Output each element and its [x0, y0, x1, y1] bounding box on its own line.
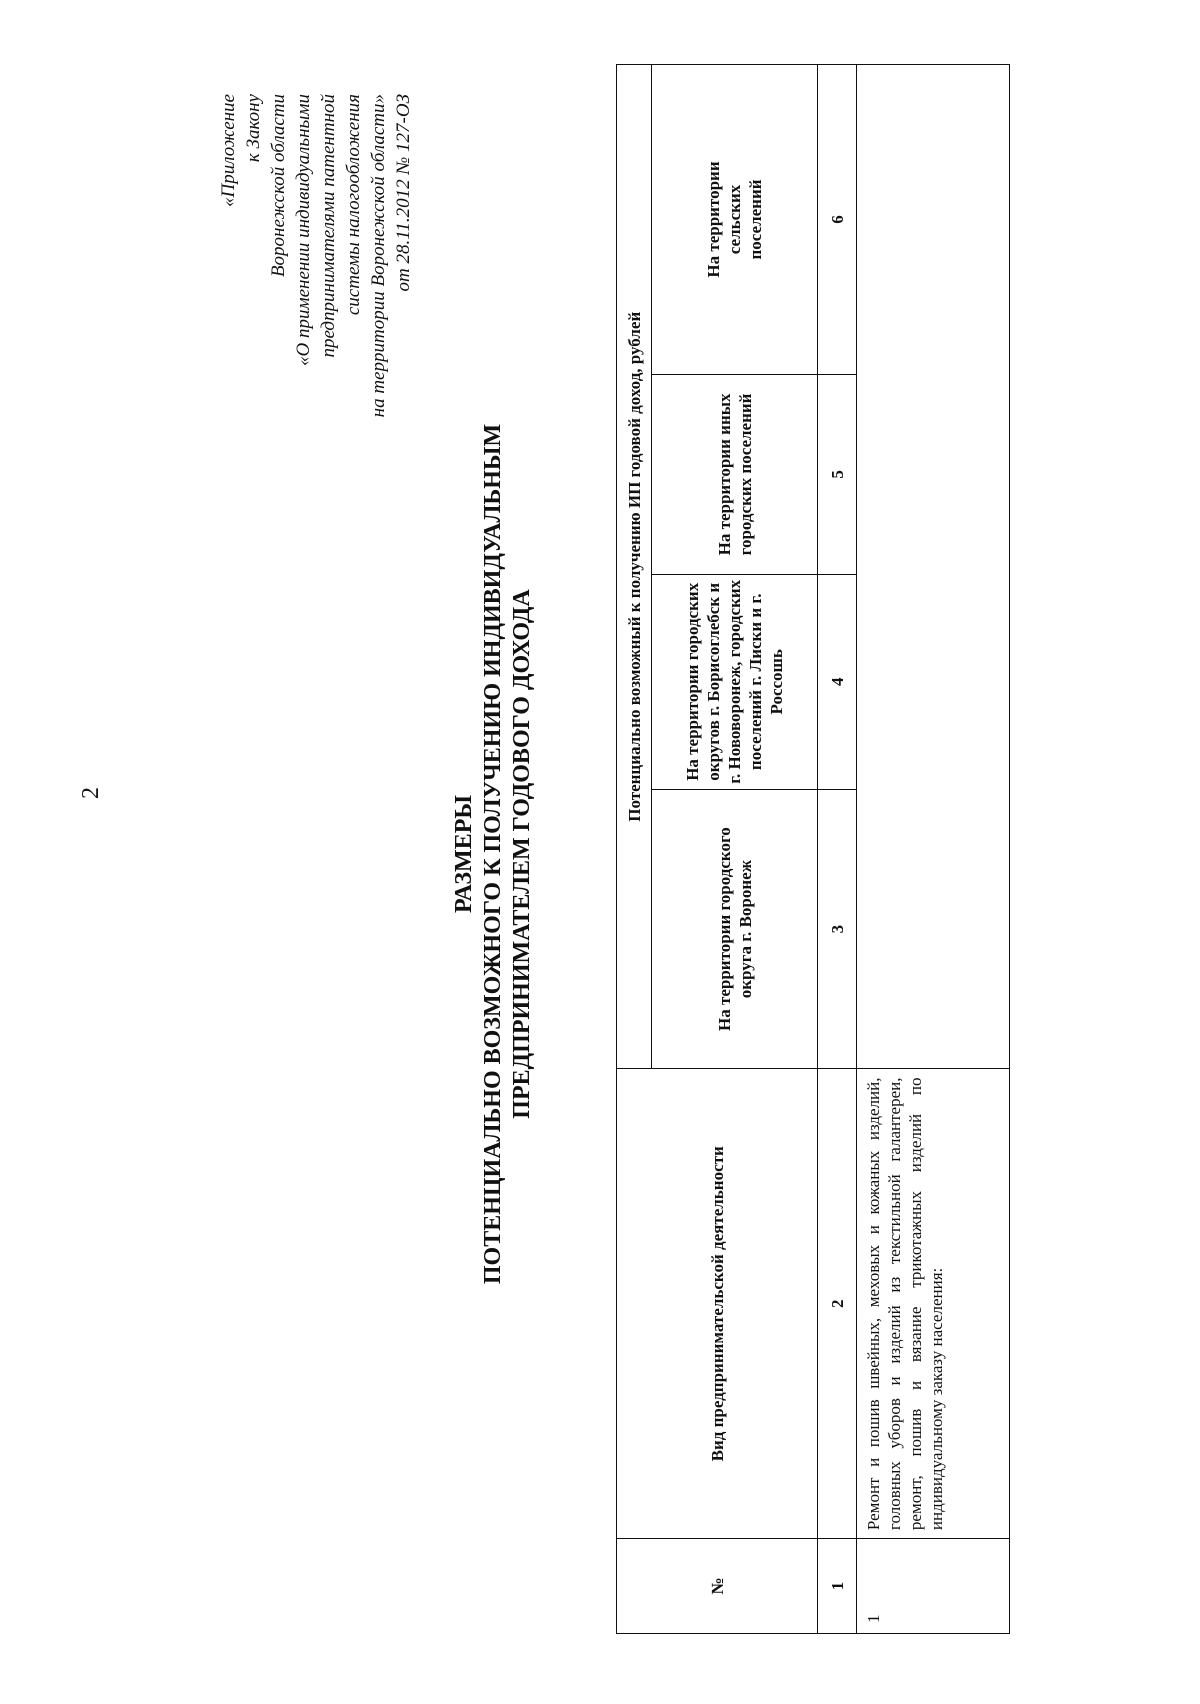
title-line: РАЗМЕРЫ — [451, 795, 477, 913]
page-number: 2 — [78, 787, 104, 799]
header-number: № — [617, 1539, 818, 1634]
appendix-line: Воронежской области — [268, 94, 289, 278]
header-voronezh: На территории городского округа г. Воронеж — [652, 789, 818, 1069]
title-line: ПРЕДПРИНИМАТЕЛЕМ ГОДОВОГО ДОХОДА — [509, 589, 535, 1119]
column-index: 6 — [818, 65, 857, 375]
header-city-districts: На территории городских округов г. Борисоглебск и г. Нововоронеж, городских поселений г. Лиски и г. Россошь — [652, 574, 818, 789]
appendix-line: «О применении индивидуальными — [293, 94, 314, 366]
row-values-empty — [857, 65, 1010, 1070]
header-rural: На территории сельских поселений — [652, 65, 818, 375]
column-index: 1 — [818, 1539, 857, 1634]
column-index: 2 — [818, 1069, 857, 1539]
row-number: 1 — [857, 1539, 1010, 1634]
title-line: ПОТЕНЦИАЛЬНО ВОЗМОЖНОГО К ПОЛУЧЕНИЮ ИНДИВИДУАЛЬНЫМ — [480, 423, 506, 1285]
document-title — [450, 164, 537, 1544]
header-activity-kind: Вид предпринимательской деятельности — [617, 1069, 818, 1539]
appendix-line: «Приложение — [218, 94, 239, 207]
appendix-line: на территории Воронежской области» — [368, 94, 389, 418]
column-index: 4 — [818, 574, 857, 789]
column-index: 3 — [818, 789, 857, 1069]
appendix-line: предпринимателями патентной — [318, 94, 339, 358]
row-activity: Ремонт и пошив швейных, меховых и кожаных изделий, головных уборов и изделий из текстильной галантереи, ремонт, пошив и вязание трикотажных изделий по индивидуальному заказу населения: — [857, 1069, 1010, 1539]
income-table — [616, 64, 1010, 1634]
header-income-group: Потенциально возможный к получению ИП годовой доход, рублей — [617, 65, 652, 1070]
appendix-line: от 28.11.2012 № 127-ОЗ — [393, 94, 414, 292]
appendix-line: системы налогообложения — [343, 94, 364, 316]
column-index: 5 — [818, 374, 857, 574]
header-other-urban: На территории иных городских поселений — [652, 374, 818, 574]
appendix-reference — [216, 94, 416, 614]
appendix-line: к Закону — [243, 94, 264, 163]
